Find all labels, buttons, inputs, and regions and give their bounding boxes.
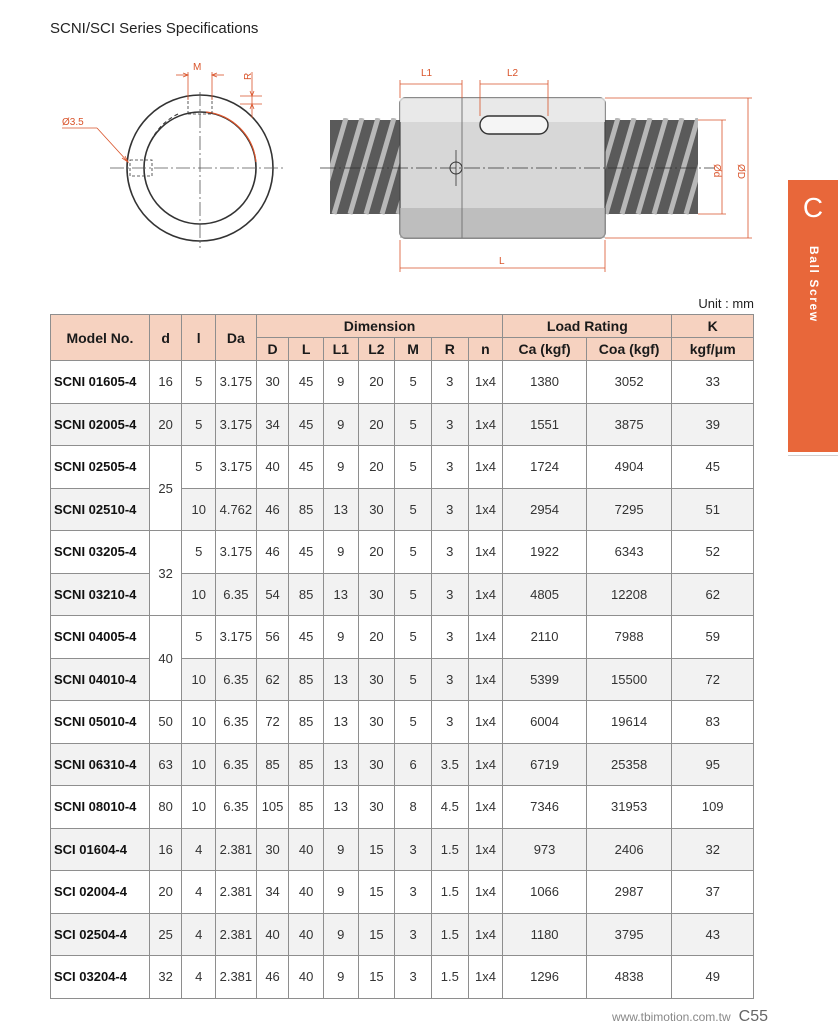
header-dim-L2: L2: [358, 338, 395, 361]
cell-R: 3: [431, 701, 468, 744]
cell-L1: 9: [323, 956, 358, 999]
cell-ca: 7346: [503, 786, 587, 829]
cell-R: 3: [431, 658, 468, 701]
cell-n: 1x4: [468, 701, 503, 744]
header-l: l: [182, 315, 216, 361]
cell-k: 39: [672, 403, 754, 446]
cell-da: 3.175: [216, 403, 257, 446]
cell-model: SCNI 04010-4: [51, 658, 150, 701]
cell-R: 1.5: [431, 956, 468, 999]
cell-L1: 9: [323, 616, 358, 659]
cell-D: 46: [256, 488, 289, 531]
table-row: [51, 956, 754, 999]
table-row: [51, 913, 754, 956]
cell-k: 109: [672, 786, 754, 829]
table-row: [51, 403, 754, 446]
cell-model: SCNI 02505-4: [51, 446, 150, 489]
cell-L1: 9: [323, 531, 358, 574]
cell-L: 85: [289, 488, 324, 531]
cell-L1: 13: [323, 701, 358, 744]
cell-d: 20: [149, 871, 182, 914]
header-model: Model No.: [51, 315, 150, 361]
cell-da: 2.381: [216, 913, 257, 956]
cell-ca: 2110: [503, 616, 587, 659]
cell-R: 4.5: [431, 786, 468, 829]
cell-n: 1x4: [468, 956, 503, 999]
cell-R: 1.5: [431, 913, 468, 956]
cell-k: 83: [672, 701, 754, 744]
cell-n: 1x4: [468, 446, 503, 489]
header-dim-n: n: [468, 338, 503, 361]
cell-k: 52: [672, 531, 754, 574]
cell-d-group: 25: [149, 446, 182, 531]
cell-l: 10: [182, 658, 216, 701]
cell-D: 85: [256, 743, 289, 786]
cell-D: 46: [256, 531, 289, 574]
cell-model: SCNI 05010-4: [51, 701, 150, 744]
cell-da: 3.175: [216, 531, 257, 574]
cell-R: 3: [431, 616, 468, 659]
cell-D: 105: [256, 786, 289, 829]
cell-coa: 6343: [586, 531, 672, 574]
cell-ca: 1551: [503, 403, 587, 446]
cell-R: 3: [431, 403, 468, 446]
cell-R: 3: [431, 488, 468, 531]
cell-coa: 4838: [586, 956, 672, 999]
end-view: [110, 92, 285, 248]
cell-d: 63: [149, 743, 182, 786]
header-dim-M: M: [395, 338, 432, 361]
end-view-dimensions: [62, 72, 262, 162]
cell-D: 40: [256, 913, 289, 956]
cell-k: 62: [672, 573, 754, 616]
cell-l: 5: [182, 531, 216, 574]
cell-ca: 4805: [503, 573, 587, 616]
header-d: d: [149, 315, 182, 361]
cell-l: 5: [182, 446, 216, 489]
cell-l: 4: [182, 828, 216, 871]
cell-k: 32: [672, 828, 754, 871]
cell-k: 37: [672, 871, 754, 914]
cell-D: 46: [256, 956, 289, 999]
cell-coa: 3795: [586, 913, 672, 956]
cell-L: 45: [289, 616, 324, 659]
cell-R: 3: [431, 446, 468, 489]
cell-l: 10: [182, 573, 216, 616]
cell-ca: 1724: [503, 446, 587, 489]
cell-L: 85: [289, 658, 324, 701]
dim-label-hole: Ø3.5: [62, 117, 84, 128]
cell-l: 4: [182, 871, 216, 914]
cell-ca: 1180: [503, 913, 587, 956]
cell-k: 45: [672, 446, 754, 489]
cell-n: 1x4: [468, 658, 503, 701]
cell-coa: 7988: [586, 616, 672, 659]
cell-k: 51: [672, 488, 754, 531]
cell-model: SCNI 02510-4: [51, 488, 150, 531]
cell-M: 6: [395, 743, 432, 786]
cell-coa: 2406: [586, 828, 672, 871]
cell-k: 43: [672, 913, 754, 956]
cell-L: 40: [289, 871, 324, 914]
cell-model: SCNI 01605-4: [51, 361, 150, 404]
cell-M: 5: [395, 403, 432, 446]
footer-website: www.tbimotion.com.tw: [611, 1010, 731, 1024]
cell-da: 3.175: [216, 616, 257, 659]
cell-da: 6.35: [216, 701, 257, 744]
cell-L: 40: [289, 956, 324, 999]
cell-L1: 9: [323, 361, 358, 404]
cell-L2: 20: [358, 616, 395, 659]
dim-label-bd: ØD: [735, 164, 746, 179]
cell-L: 85: [289, 701, 324, 744]
cell-M: 5: [395, 531, 432, 574]
unit-label: Unit : mm: [698, 296, 754, 311]
cell-coa: 31953: [586, 786, 672, 829]
cell-coa: 3875: [586, 403, 672, 446]
section-label: Ball Screw: [807, 246, 821, 323]
cell-da: 6.35: [216, 573, 257, 616]
cell-l: 5: [182, 361, 216, 404]
cell-n: 1x4: [468, 786, 503, 829]
cell-model: SCNI 08010-4: [51, 786, 150, 829]
header-coa: Coa (kgf): [586, 338, 672, 361]
table-row: [51, 531, 754, 574]
cell-k: 49: [672, 956, 754, 999]
cell-d: 16: [149, 828, 182, 871]
cell-L: 40: [289, 913, 324, 956]
cell-L1: 9: [323, 871, 358, 914]
table-row: [51, 446, 754, 489]
header-dim-D: D: [256, 338, 289, 361]
cell-ca: 1296: [503, 956, 587, 999]
cell-ca: 2954: [503, 488, 587, 531]
cell-ca: 1380: [503, 361, 587, 404]
cell-n: 1x4: [468, 871, 503, 914]
dim-label-l2: L2: [507, 68, 519, 79]
cell-d: 20: [149, 403, 182, 446]
cell-da: 2.381: [216, 956, 257, 999]
technical-drawing: [0, 0, 838, 290]
cell-D: 30: [256, 828, 289, 871]
header-dimension: Dimension: [256, 315, 503, 338]
cell-da: 2.381: [216, 871, 257, 914]
table-row: [51, 361, 754, 404]
cell-d-group: 40: [149, 616, 182, 701]
table-row: [51, 701, 754, 744]
dim-label-l1: L1: [421, 68, 433, 79]
header-dim-L: L: [289, 338, 324, 361]
cell-R: 3: [431, 573, 468, 616]
cell-model: SCNI 03210-4: [51, 573, 150, 616]
cell-L: 85: [289, 786, 324, 829]
cell-L2: 20: [358, 403, 395, 446]
cell-model: SCI 03204-4: [51, 956, 150, 999]
cell-L: 85: [289, 743, 324, 786]
cell-l: 4: [182, 913, 216, 956]
cell-n: 1x4: [468, 828, 503, 871]
cell-ca: 6719: [503, 743, 587, 786]
cell-n: 1x4: [468, 531, 503, 574]
cell-n: 1x4: [468, 743, 503, 786]
cell-L2: 30: [358, 743, 395, 786]
cell-da: 6.35: [216, 743, 257, 786]
cell-l: 5: [182, 616, 216, 659]
cell-l: 10: [182, 488, 216, 531]
cell-k: 95: [672, 743, 754, 786]
cell-R: 3: [431, 531, 468, 574]
cell-R: 3: [431, 361, 468, 404]
cell-L1: 13: [323, 488, 358, 531]
cell-L1: 9: [323, 446, 358, 489]
section-letter: C: [802, 192, 824, 223]
dim-label-l: L: [499, 256, 505, 267]
table-row: [51, 828, 754, 871]
cell-L1: 9: [323, 403, 358, 446]
dim-label-dd: Ød: [711, 164, 722, 178]
cell-L1: 13: [323, 658, 358, 701]
cell-d: 50: [149, 701, 182, 744]
cell-M: 3: [395, 913, 432, 956]
cell-M: 5: [395, 361, 432, 404]
cell-L: 85: [289, 573, 324, 616]
cell-L2: 15: [358, 913, 395, 956]
cell-n: 1x4: [468, 913, 503, 956]
cell-M: 8: [395, 786, 432, 829]
page-title: SCNI/SCI Series Specifications: [50, 20, 259, 37]
cell-L2: 30: [358, 701, 395, 744]
cell-d-group: 32: [149, 531, 182, 616]
cell-n: 1x4: [468, 488, 503, 531]
cell-model: SCNI 06310-4: [51, 743, 150, 786]
cell-M: 5: [395, 616, 432, 659]
cell-L2: 30: [358, 658, 395, 701]
cell-k: 59: [672, 616, 754, 659]
cell-ca: 973: [503, 828, 587, 871]
cell-L2: 20: [358, 361, 395, 404]
cell-M: 5: [395, 701, 432, 744]
cell-L2: 30: [358, 786, 395, 829]
cell-n: 1x4: [468, 403, 503, 446]
cell-L2: 20: [358, 446, 395, 489]
cell-coa: 12208: [586, 573, 672, 616]
cell-l: 10: [182, 743, 216, 786]
cell-M: 5: [395, 658, 432, 701]
cell-D: 54: [256, 573, 289, 616]
table-row: [51, 786, 754, 829]
cell-ca: 1922: [503, 531, 587, 574]
cell-D: 34: [256, 403, 289, 446]
cell-ca: 1066: [503, 871, 587, 914]
table-body: [51, 361, 754, 999]
cell-L1: 13: [323, 786, 358, 829]
cell-model: SCI 02504-4: [51, 913, 150, 956]
cell-model: SCNI 02005-4: [51, 403, 150, 446]
cell-coa: 3052: [586, 361, 672, 404]
cell-d: 16: [149, 361, 182, 404]
cell-k: 72: [672, 658, 754, 701]
cell-L2: 15: [358, 871, 395, 914]
cell-M: 5: [395, 446, 432, 489]
cell-coa: 19614: [586, 701, 672, 744]
cell-coa: 2987: [586, 871, 672, 914]
cell-M: 5: [395, 573, 432, 616]
page-number: C55: [738, 1008, 768, 1025]
header-dim-R: R: [431, 338, 468, 361]
cell-M: 3: [395, 828, 432, 871]
cell-L: 45: [289, 531, 324, 574]
header-load-rating: Load Rating: [503, 315, 672, 338]
table-row: [51, 743, 754, 786]
cell-n: 1x4: [468, 616, 503, 659]
cell-coa: 4904: [586, 446, 672, 489]
cell-L1: 9: [323, 828, 358, 871]
header-ca: Ca (kgf): [503, 338, 587, 361]
cell-coa: 25358: [586, 743, 672, 786]
cell-coa: 15500: [586, 658, 672, 701]
cell-n: 1x4: [468, 573, 503, 616]
section-tab: [788, 180, 838, 452]
header-da: Da: [216, 315, 257, 361]
cell-L2: 30: [358, 573, 395, 616]
cell-l: 4: [182, 956, 216, 999]
table-row: [51, 616, 754, 659]
cell-D: 56: [256, 616, 289, 659]
side-view: [318, 98, 715, 238]
cell-model: SCI 01604-4: [51, 828, 150, 871]
cell-d: 25: [149, 913, 182, 956]
cell-R: 1.5: [431, 828, 468, 871]
cell-l: 5: [182, 403, 216, 446]
header-dim-L1: L1: [323, 338, 358, 361]
cell-d: 32: [149, 956, 182, 999]
cell-D: 34: [256, 871, 289, 914]
cell-da: 6.35: [216, 658, 257, 701]
cell-l: 10: [182, 786, 216, 829]
cell-D: 72: [256, 701, 289, 744]
cell-L1: 13: [323, 743, 358, 786]
cell-model: SCNI 04005-4: [51, 616, 150, 659]
cell-M: 3: [395, 956, 432, 999]
cell-D: 40: [256, 446, 289, 489]
table-row: [51, 871, 754, 914]
cell-D: 30: [256, 361, 289, 404]
header-k: K: [672, 315, 754, 338]
cell-da: 4.762: [216, 488, 257, 531]
cell-M: 5: [395, 488, 432, 531]
cell-R: 1.5: [431, 871, 468, 914]
dim-label-r: R: [243, 72, 254, 80]
cell-da: 3.175: [216, 446, 257, 489]
cell-d: 80: [149, 786, 182, 829]
cell-model: SCI 02004-4: [51, 871, 150, 914]
cell-L: 40: [289, 828, 324, 871]
cell-n: 1x4: [468, 361, 503, 404]
cell-M: 3: [395, 871, 432, 914]
divider: [788, 455, 838, 456]
cell-l: 10: [182, 701, 216, 744]
cell-L: 45: [289, 403, 324, 446]
cell-da: 6.35: [216, 786, 257, 829]
cell-da: 2.381: [216, 828, 257, 871]
footer: [612, 1008, 768, 1026]
cell-coa: 7295: [586, 488, 672, 531]
cell-L: 45: [289, 361, 324, 404]
cell-L2: 15: [358, 828, 395, 871]
cell-L: 45: [289, 446, 324, 489]
cell-L2: 30: [358, 488, 395, 531]
cell-ca: 6004: [503, 701, 587, 744]
cell-D: 62: [256, 658, 289, 701]
cell-k: 33: [672, 361, 754, 404]
cell-L1: 9: [323, 913, 358, 956]
cell-L2: 15: [358, 956, 395, 999]
specifications-table: [50, 314, 754, 999]
cell-da: 3.175: [216, 361, 257, 404]
cell-model: SCNI 03205-4: [51, 531, 150, 574]
header-k-unit: kgf/μm: [672, 338, 754, 361]
dim-label-m: M: [193, 62, 202, 73]
cell-L1: 13: [323, 573, 358, 616]
cell-ca: 5399: [503, 658, 587, 701]
cell-L2: 20: [358, 531, 395, 574]
cell-R: 3.5: [431, 743, 468, 786]
